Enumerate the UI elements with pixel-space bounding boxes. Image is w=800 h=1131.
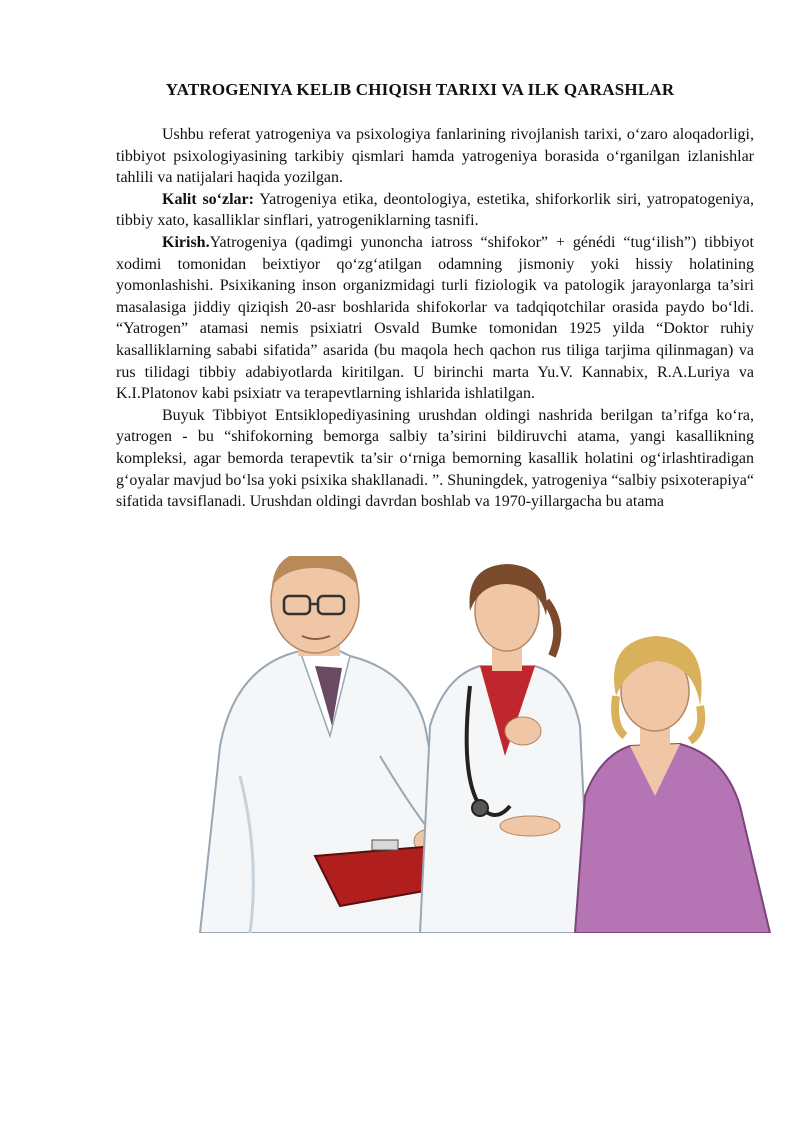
intro-paragraph: Ushbu referat yatrogeniya va psixologiya fanlarining rivojlanish tarixi, o‘zaro aloqadorligi, tibbiyot psixologiyasining tarkibiy qismlari hamda yatrogeniya borasida o‘rganilgan izlanishlar tahlili va natijalari haqida yozilgan. bbox=[116, 126, 754, 187]
encyclopedia-paragraph: Buyuk Tibbiyot Entsiklopediyasining urushdan oldingi nashrida berilgan ta’rifga ko‘ra, yatrogen - bu “shifokorning bemorga salbiy ta’sirini bildiruvchi atama, yangi kasallikning kompleksi, agar bemorda terapevtik ta’sir o‘rniga bemorning kasallik holatini og‘irlashtiradigan g‘oyalar mavjud bo‘lsa yoki psixika shakllanadi. ”. Shuningdek, yatrogeniya “salbiy psixoterapiya“ sifatida tavsiflanadi. Urushdan oldingi davrdan boshlab va 1970-yillargacha bu atama bbox=[116, 406, 754, 511]
doctors-illustration-svg bbox=[180, 556, 774, 933]
keywords-text: Yatrogeniya etika, deontologiya, estetika, shiforkorlik siri, yatropatogeniya, tibbiy xato, kasalliklar sinflari, yatrogeniklarning tasnifi. bbox=[116, 190, 754, 230]
document-title: YATROGENIYA KELIB CHIQISH TARIXI VA ILK QARASHLAR bbox=[165, 80, 675, 99]
keywords-label: Kalit so‘zlar: bbox=[162, 190, 254, 208]
nurse-figure bbox=[420, 564, 590, 933]
kirish-label: Kirish. bbox=[162, 233, 210, 251]
keywords-paragraph bbox=[116, 189, 754, 232]
doctors-illustration bbox=[180, 556, 774, 933]
document-body bbox=[116, 124, 754, 513]
kirish-paragraph bbox=[116, 232, 754, 405]
kirish-text: Yatrogeniya (qadimgi yunoncha iatross “shifokor” + génédi “tug‘ilish”) tibbiyot xodimi tomonidan beixtiyor qo‘zg‘atilgan odamning jismoniy yoki hissiy holatining yomonlashishi. Psixikaning inson organizmidagi turli fiziologik va patologik jarayonlarga ta’siri masalasiga jiddiy qiziqish 20-asr boshlarida shifokorlar va tadqiqotchilar orasida paydo bo‘ldi. “Yatrogen” atamasi nemis psixiatri Osvald Bumke tomonidan 1925 yilda “Doktor ruhiy kasalliklarning sababi sifatida” asarida (bu maqola hech qachon rus tiliga tarjima qilinmagan) va rus tilidagi tibbiy adabiyotlarda kiritilgan. U birinchi marta Yu.V. Kannabix, R.A.Luriya va K.I.Platonov kabi psixiatr va terapevtlarning ishlarida ishlatilgan. bbox=[116, 233, 754, 403]
patient-figure bbox=[575, 636, 770, 933]
